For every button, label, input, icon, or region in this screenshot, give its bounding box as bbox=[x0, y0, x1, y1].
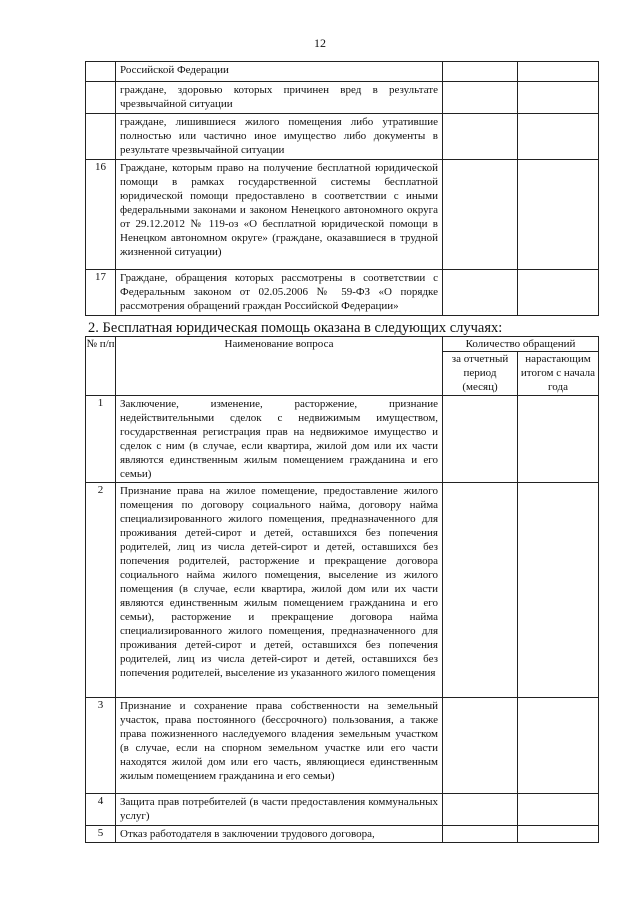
question-text: Защита прав потребителей (в части предоставления коммунальных услуг) bbox=[116, 794, 443, 826]
header-number: № п/п bbox=[86, 337, 116, 396]
question-text: Заключение, изменение, расторжение, признание недействительными сделок с недвижимым имуществом, государственная регистрация прав на недвижимое имущество и сделок с ним (в случае, если квартира, жилой дом или их части являются единственным жилым помещением гражданина и его семьи) bbox=[116, 396, 443, 483]
table-row bbox=[86, 826, 599, 843]
table-row bbox=[86, 82, 599, 114]
header-request-count: Количество обращений bbox=[443, 337, 599, 352]
header-question-name: Наименование вопроса bbox=[116, 337, 443, 396]
header-reporting-period: за отчетный период (месяц) bbox=[443, 352, 518, 396]
count-cell-period bbox=[443, 114, 518, 160]
row-number bbox=[86, 62, 116, 82]
count-cell-cumulative bbox=[518, 114, 599, 160]
category-text: граждане, здоровью которых причинен вред в результате чрезвычайной ситуации bbox=[116, 82, 443, 114]
recipients-table-continued bbox=[85, 61, 599, 316]
table-row bbox=[86, 396, 599, 483]
table-row bbox=[86, 698, 599, 794]
row-number: 3 bbox=[86, 698, 116, 794]
row-number bbox=[86, 82, 116, 114]
count-cell-cumulative bbox=[518, 698, 599, 794]
count-cell-period bbox=[443, 794, 518, 826]
count-cell-period bbox=[443, 483, 518, 698]
legal-aid-cases-table bbox=[85, 336, 599, 843]
row-number: 5 bbox=[86, 826, 116, 843]
table-row bbox=[86, 160, 599, 270]
header-cumulative-total: нарастающим итогом с начала года bbox=[518, 352, 599, 396]
count-cell-cumulative bbox=[518, 62, 599, 82]
count-cell-cumulative bbox=[518, 270, 599, 316]
count-cell-cumulative bbox=[518, 483, 599, 698]
table-row bbox=[86, 114, 599, 160]
count-cell-cumulative bbox=[518, 160, 599, 270]
table-row bbox=[86, 270, 599, 316]
row-number: 4 bbox=[86, 794, 116, 826]
row-number: 2 bbox=[86, 483, 116, 698]
count-cell-period bbox=[443, 270, 518, 316]
count-cell-period bbox=[443, 826, 518, 843]
count-cell-cumulative bbox=[518, 82, 599, 114]
page-number: 12 bbox=[314, 36, 326, 50]
count-cell-cumulative bbox=[518, 794, 599, 826]
table-row bbox=[86, 483, 599, 698]
row-number: 17 bbox=[86, 270, 116, 316]
category-text: Российской Федерации bbox=[116, 62, 443, 82]
count-cell-period bbox=[443, 82, 518, 114]
row-number: 16 bbox=[86, 160, 116, 270]
table-header-row bbox=[86, 337, 599, 352]
category-text: Граждане, которым право на получение бесплатной юридической помощи в рамках государственной системы бесплатной юридической помощи предоставлено в соответствии с иными федеральными законами и законом Ненецкого автономного округа от 29.12.2012 № 119-оз «О бесплатной юридической помощи в Ненецком автономном округе» (граждане, оказавшиеся в трудной жизненной ситуации) bbox=[116, 160, 443, 270]
row-number bbox=[86, 114, 116, 160]
category-text: Граждане, обращения которых рассмотрены в соответствии с Федеральным законом от 02.05.2006 № 59-ФЗ «О порядке рассмотрения обращений граждан Российской Федерации» bbox=[116, 270, 443, 316]
count-cell-period bbox=[443, 62, 518, 82]
count-cell-cumulative bbox=[518, 396, 599, 483]
section-heading: 2. Бесплатная юридическая помощь оказана в следующих случаях: bbox=[88, 320, 503, 336]
count-cell-period bbox=[443, 396, 518, 483]
row-number: 1 bbox=[86, 396, 116, 483]
question-text: Признание и сохранение права собственности на земельный участок, права постоянного (бессрочного) пользования, а также права пожизненного наследуемого владения земельным участком (в случае, если на спорном земельном участке или его части находятся жилой дом или его часть, являющиеся единственным жилым помещением гражданина и его семьи) bbox=[116, 698, 443, 794]
category-text: граждане, лишившиеся жилого помещения либо утратившие полностью или частично иное имущество либо документы в результате чрезвычайной ситуации bbox=[116, 114, 443, 160]
table-row bbox=[86, 794, 599, 826]
question-text: Отказ работодателя в заключении трудового договора, bbox=[116, 826, 443, 843]
count-cell-cumulative bbox=[518, 826, 599, 843]
table-row bbox=[86, 62, 599, 82]
count-cell-period bbox=[443, 160, 518, 270]
count-cell-period bbox=[443, 698, 518, 794]
question-text: Признание права на жилое помещение, предоставление жилого помещения по договору социального найма, договору найма специализированного жилого помещения, предназначенного для проживания детей-сирот и детей, оставшихся без попечения родителей, лиц из числа детей-сирот и детей, оставшихся без попечения родителей, расторжение и прекращение договора социального найма жилого помещения, выселение из жилого помещения (в случае, если квартира, жилой дом или их части являются единственным жилым помещением гражданина и его семьи), расторжение и прекращение договора найма специализированного жилого помещения, предназначенного для проживания детей-сирот и детей, оставшихся без попечения родителей, лиц из числа детей-сирот и детей, оставшихся без попечения родителей, выселение из указанного жилого помещения bbox=[116, 483, 443, 698]
